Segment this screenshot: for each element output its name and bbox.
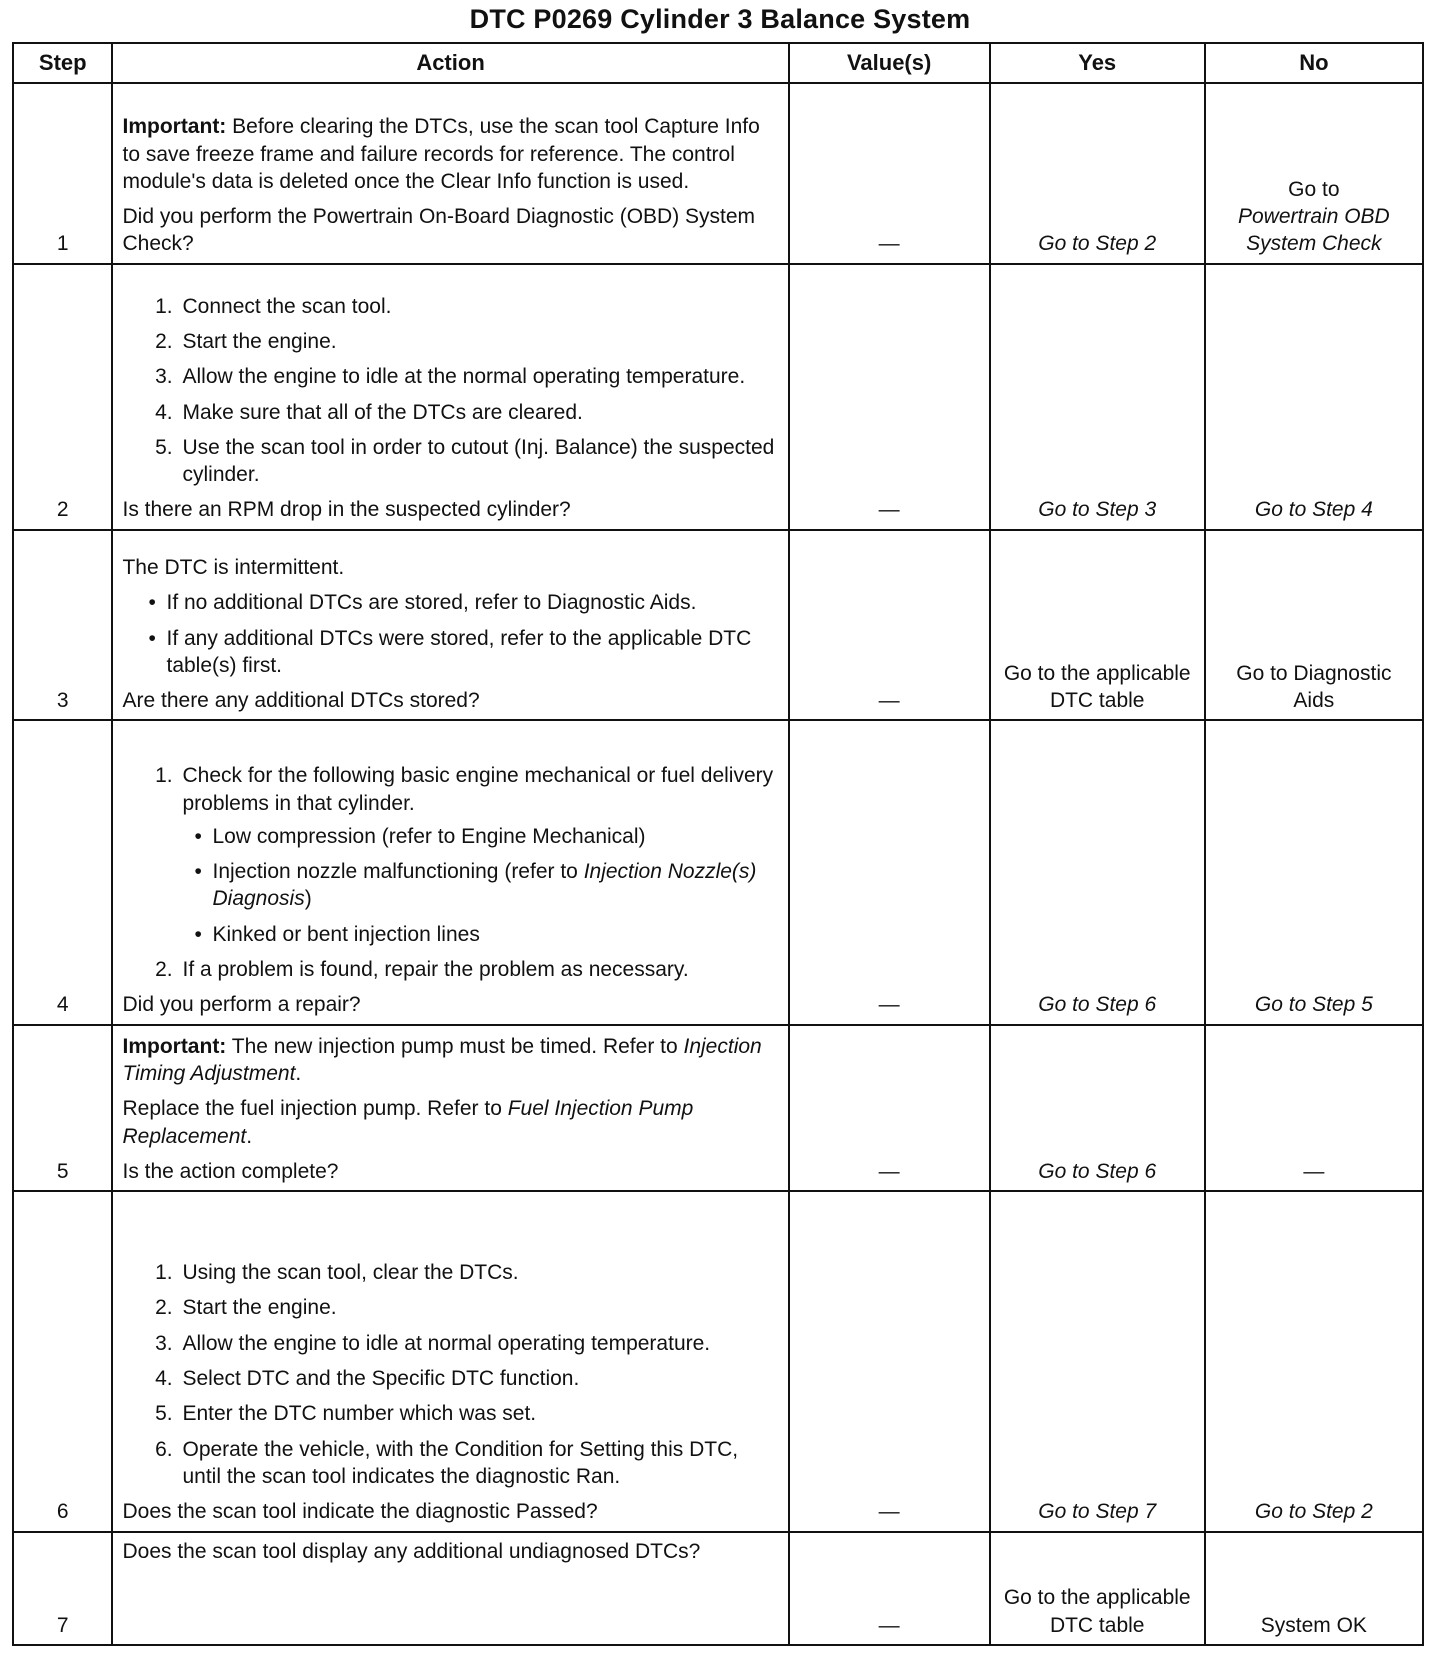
- value-cell: —: [789, 1191, 990, 1531]
- important-text: The new injection pump must be timed. Refer to: [231, 1034, 684, 1058]
- bullet-item: • If no additional DTCs are stored, refer to Diagnostic Aids.: [166, 589, 778, 616]
- procedure-item: 2. Start the engine.: [178, 1294, 778, 1321]
- step-question: Does the scan tool display any additional undiagnosed DTCs?: [122, 1539, 701, 1563]
- table-header-row: [13, 43, 1423, 83]
- no-link[interactable]: Go to Step 5: [1205, 720, 1423, 1024]
- procedure-item: 1. Using the scan tool, clear the DTCs.: [178, 1259, 778, 1286]
- sub-bullet-list: [182, 823, 778, 948]
- table-row: [13, 83, 1423, 264]
- important-text: Before clearing the DTCs, use the scan tool Capture Info to save freeze frame and failure records for reference. The control module's data is deleted once the Clear Info function is used.: [122, 115, 760, 193]
- no-cell: —: [1205, 1025, 1423, 1192]
- table-row: [13, 1191, 1423, 1531]
- procedure-item: 4. Make sure that all of the DTCs are cleared.: [178, 399, 778, 426]
- step-number: 6: [13, 1191, 112, 1531]
- replace-text: Replace the fuel injection pump. Refer to: [122, 1097, 508, 1121]
- no-link[interactable]: Powertrain OBD System Check: [1238, 205, 1390, 256]
- step-question: Are there any additional DTCs stored?: [122, 689, 480, 713]
- bullet-list: [122, 589, 778, 679]
- important-note: [122, 1033, 778, 1088]
- step-question: Did you perform a repair?: [122, 993, 361, 1017]
- no-result: System OK: [1205, 1532, 1423, 1646]
- important-note: [122, 113, 778, 195]
- procedure-item: 5. Use the scan tool in order to cutout (Inj. Balance) the suspected cylinder.: [178, 434, 778, 489]
- no-cell: [1205, 83, 1423, 264]
- important-label: Important:: [122, 1034, 227, 1058]
- important-end: .: [295, 1062, 302, 1086]
- replace-end: .: [246, 1124, 253, 1148]
- value-cell: —: [789, 83, 990, 264]
- table-row: [13, 264, 1423, 530]
- procedure-item: 6. Operate the vehicle, with the Condition for Setting this DTC, until the scan tool indicates the diagnostic Ran.: [178, 1436, 778, 1491]
- no-link[interactable]: Go to Step 2: [1205, 1191, 1423, 1531]
- procedure-item: 2. Start the engine.: [178, 328, 778, 355]
- procedure-list: [122, 1259, 778, 1490]
- value-cell: —: [789, 530, 990, 721]
- sub-bullet-item: • Kinked or bent injection lines: [212, 921, 778, 948]
- table-row: [13, 1025, 1423, 1192]
- diagnostic-table: [12, 42, 1424, 1646]
- sub-bullet-item: • Low compression (refer to Engine Mechanical): [212, 823, 778, 850]
- procedure-item-text: Check for the following basic engine mechanical or fuel delivery problems in that cylinder.: [182, 764, 774, 815]
- sub-bullet-item: [212, 858, 778, 913]
- step-number: 4: [13, 720, 112, 1024]
- value-cell: —: [789, 720, 990, 1024]
- value-cell: —: [789, 1025, 990, 1192]
- procedure-list: [122, 293, 778, 489]
- no-link-prefix: Go to: [1288, 177, 1340, 201]
- header-action: Action: [112, 43, 788, 83]
- header-step: Step: [13, 43, 112, 83]
- page-title: DTC P0269 Cylinder 3 Balance System: [469, 4, 971, 34]
- yes-link[interactable]: Go to Step 6: [990, 1025, 1205, 1192]
- header-no: No: [1205, 43, 1423, 83]
- procedure-item: 3. Allow the engine to idle at normal operating temperature.: [178, 1330, 778, 1357]
- table-row: [13, 720, 1423, 1024]
- procedure-item: [178, 762, 778, 948]
- yes-link[interactable]: Go to the applicable DTC table: [990, 1532, 1205, 1646]
- procedure-item: 2. If a problem is found, repair the problem as necessary.: [178, 956, 778, 983]
- yes-link[interactable]: Go to Step 7: [990, 1191, 1205, 1531]
- step-number: 7: [13, 1532, 112, 1646]
- step-question: Does the scan tool indicate the diagnostic Passed?: [122, 1500, 598, 1524]
- replace-italic: Fuel Injection Pump Replacement: [122, 1097, 694, 1148]
- procedure-item: 1. Connect the scan tool.: [178, 293, 778, 320]
- no-link[interactable]: Go to Diagnostic Aids: [1205, 530, 1423, 721]
- action-cell: [112, 530, 788, 721]
- bullet-item: • If any additional DTCs were stored, refer to the applicable DTC table(s) first.: [166, 625, 778, 680]
- step-number: 3: [13, 530, 112, 721]
- header-yes: Yes: [990, 43, 1205, 83]
- replace-instruction: [122, 1095, 778, 1150]
- step-question: Is the action complete?: [122, 1159, 339, 1183]
- no-link[interactable]: Go to Step 4: [1205, 264, 1423, 530]
- step-number: 1: [13, 83, 112, 264]
- value-cell: —: [789, 264, 990, 530]
- yes-link[interactable]: Go to Step 3: [990, 264, 1205, 530]
- action-cell: [112, 1025, 788, 1192]
- table-row: [13, 530, 1423, 721]
- sub-bullet-text: Injection nozzle malfunctioning (refer to: [212, 860, 584, 884]
- important-label: Important:: [122, 115, 227, 139]
- procedure-item: 4. Select DTC and the Specific DTC function.: [178, 1365, 778, 1392]
- procedure-list: [122, 762, 778, 983]
- action-cell: [112, 1191, 788, 1531]
- table-row: [13, 1532, 1423, 1646]
- important-italic: Injection Timing Adjustment: [122, 1034, 762, 1086]
- action-cell: [112, 264, 788, 530]
- yes-link[interactable]: Go to Step 2: [990, 83, 1205, 264]
- step-intro: The DTC is intermittent.: [122, 555, 345, 579]
- action-cell: [112, 83, 788, 264]
- yes-link[interactable]: Go to the applicable DTC table: [990, 530, 1205, 721]
- sub-bullet-end: ): [304, 887, 312, 911]
- procedure-item: 5. Enter the DTC number which was set.: [178, 1400, 778, 1427]
- action-cell: [112, 720, 788, 1024]
- step-question: Is there an RPM drop in the suspected cylinder?: [122, 498, 571, 522]
- yes-link[interactable]: Go to Step 6: [990, 720, 1205, 1024]
- procedure-item: 3. Allow the engine to idle at the normal operating temperature.: [178, 363, 778, 390]
- step-number: 2: [13, 264, 112, 530]
- value-cell: —: [789, 1532, 990, 1646]
- header-values: Value(s): [789, 43, 990, 83]
- step-question: Did you perform the Powertrain On-Board Diagnostic (OBD) System Check?: [122, 205, 756, 256]
- action-cell: [112, 1532, 788, 1646]
- sub-bullet-italic: Injection Nozzle(s) Diagnosis: [212, 860, 757, 911]
- step-number: 5: [13, 1025, 112, 1192]
